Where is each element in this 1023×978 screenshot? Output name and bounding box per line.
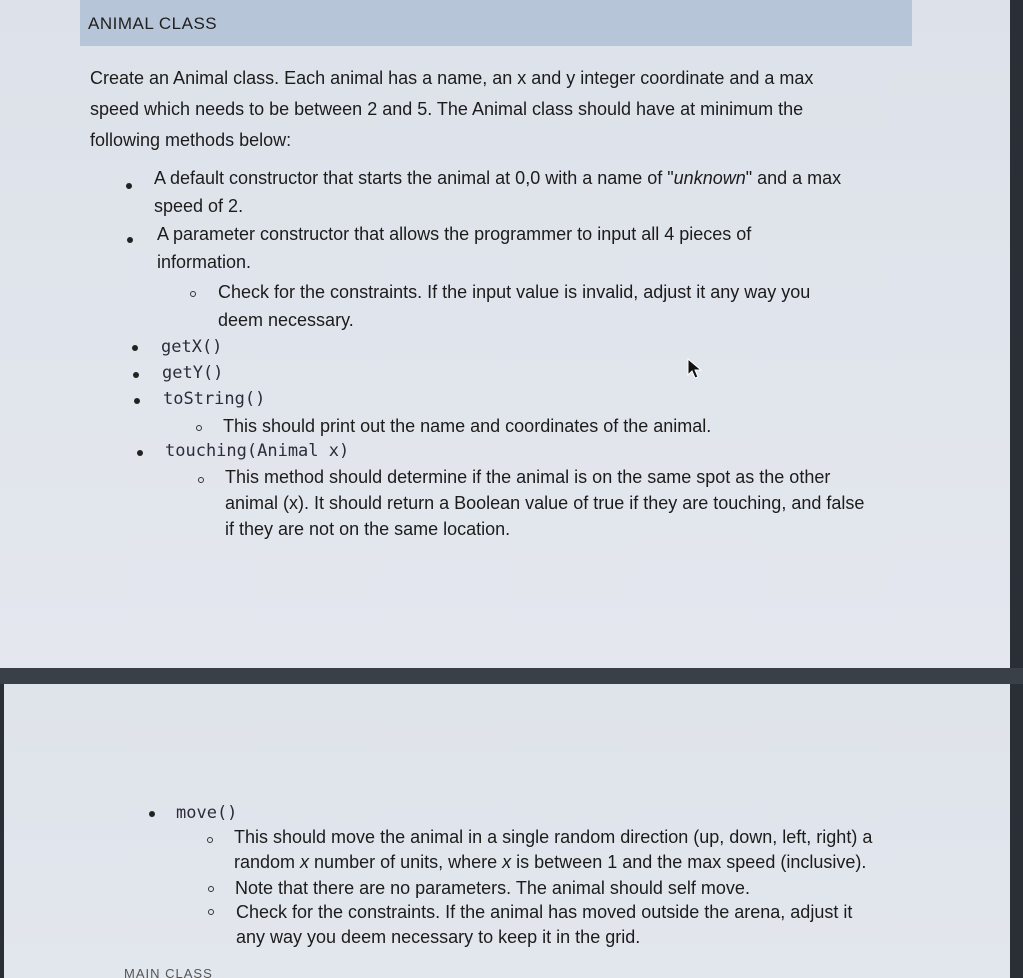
intro-line: speed which needs to be between 2 and 5. The Animal class should have at minimum the bbox=[90, 99, 804, 119]
sub-bullet-circle bbox=[196, 425, 202, 431]
sub-item-move-direction bbox=[234, 825, 872, 875]
intro-line: following methods below: bbox=[90, 130, 292, 150]
text-segment: is between 1 and the max speed (inclusive). bbox=[511, 852, 867, 872]
bullet-dot bbox=[132, 345, 138, 351]
text-line: This should print out the name and coordinates of the animal. bbox=[223, 416, 712, 436]
text-line: if they are not on the same location. bbox=[225, 519, 511, 539]
text-line: This should move the animal in a single random direction (up, down, left, right) a bbox=[234, 827, 873, 847]
bullet-dot bbox=[149, 811, 155, 817]
list-item-tostring: toString() bbox=[163, 389, 266, 409]
text-line: This method should determine if the animal is on the same spot as the other bbox=[225, 467, 831, 487]
italic-text: x bbox=[300, 852, 310, 872]
list-item-move: move() bbox=[176, 803, 238, 823]
mouse-pointer-icon bbox=[686, 358, 704, 380]
bullet-dot bbox=[133, 372, 139, 378]
intro-line: Create an Animal class. Each animal has a name, an x and y integer coordinate and a max bbox=[90, 68, 814, 88]
italic-text: unknown bbox=[673, 168, 746, 188]
next-section-title-peek: MAIN CLASS bbox=[124, 966, 213, 978]
text-segment: number of units, where bbox=[309, 852, 503, 872]
page-gap bbox=[0, 668, 1023, 684]
sub-item-move-constraints bbox=[236, 900, 852, 950]
sub-item-check-constraints bbox=[218, 278, 810, 334]
sub-item-tostring-desc bbox=[223, 412, 711, 440]
bullet-dot bbox=[134, 398, 140, 404]
sub-item-touching-desc bbox=[225, 464, 864, 542]
text-segment: A default constructor that starts the animal at 0,0 with a name of " bbox=[154, 168, 674, 188]
sub-item-move-no-params bbox=[235, 874, 750, 902]
sub-bullet-circle bbox=[190, 291, 196, 297]
list-item-parameter-constructor bbox=[157, 220, 751, 276]
list-item-touching: touching(Animal x) bbox=[165, 441, 350, 461]
bullet-dot bbox=[137, 450, 143, 456]
text-line: Check for the constraints. If the animal has moved outside the arena, adjust it bbox=[236, 902, 853, 922]
text-line: deem necessary. bbox=[218, 310, 354, 330]
bullet-dot bbox=[127, 237, 133, 243]
bullet-dot bbox=[126, 183, 132, 189]
text-line: speed of 2. bbox=[154, 196, 244, 216]
text-line: A parameter constructor that allows the programmer to input all 4 pieces of bbox=[157, 224, 752, 244]
text-line: Note that there are no parameters. The animal should self move. bbox=[235, 878, 750, 898]
text-line: information. bbox=[157, 252, 252, 272]
sub-bullet-circle bbox=[208, 886, 214, 892]
text-line: any way you deem necessary to keep it in the grid. bbox=[236, 927, 641, 947]
intro-paragraph bbox=[90, 63, 870, 156]
text-line: animal (x). It should return a Boolean value of true if they are touching, and false bbox=[225, 493, 865, 513]
list-item-gety: getY() bbox=[162, 363, 224, 383]
text-segment: " and a max bbox=[745, 168, 842, 188]
list-item-getx: getX() bbox=[161, 337, 223, 357]
text-line: Check for the constraints. If the input value is invalid, adjust it any way you bbox=[218, 282, 811, 302]
sub-bullet-circle bbox=[207, 837, 213, 843]
italic-text: x bbox=[502, 852, 512, 872]
text-segment: random bbox=[234, 852, 301, 872]
sub-bullet-circle bbox=[208, 909, 214, 915]
list-item-default-constructor bbox=[154, 164, 841, 220]
section-title: ANIMAL CLASS bbox=[88, 14, 218, 33]
sub-bullet-circle bbox=[198, 477, 204, 483]
